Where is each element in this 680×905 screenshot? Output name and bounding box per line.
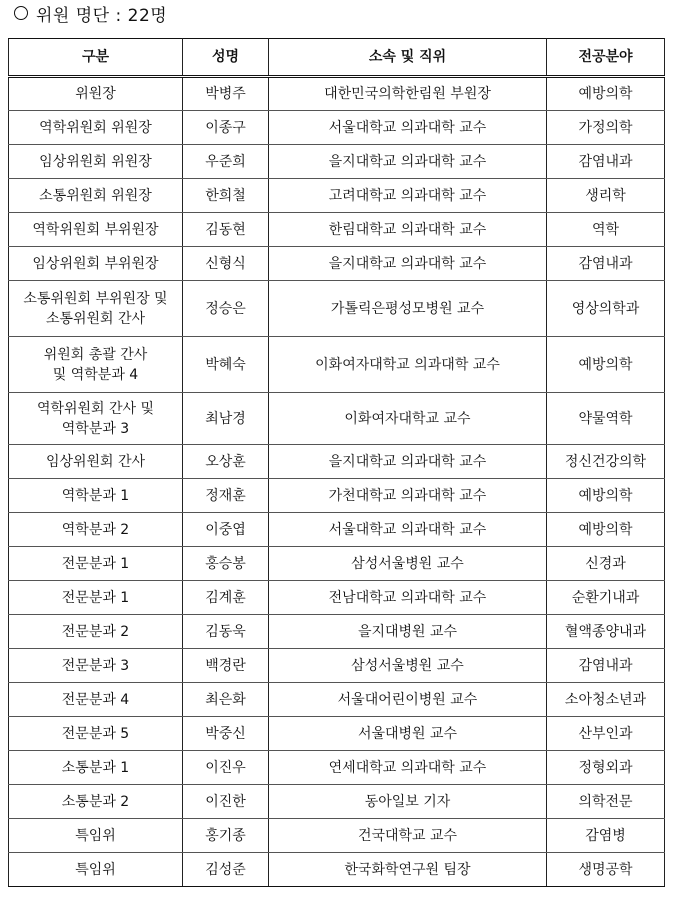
cell-category: 역학위원회 간사 및 역학분과 3 (9, 393, 183, 445)
cell-specialty: 산부인과 (547, 717, 665, 751)
cell-affiliation: 서울대학교 의과대학 교수 (269, 111, 547, 145)
cell-name: 홍승봉 (183, 547, 269, 581)
cell-specialty: 정신건강의학 (547, 445, 665, 479)
cell-category: 임상위원회 간사 (9, 445, 183, 479)
cell-affiliation: 서울대어린이병원 교수 (269, 683, 547, 717)
cell-category: 전문분과 1 (9, 547, 183, 581)
cell-category: 임상위원회 위원장 (9, 145, 183, 179)
cell-affiliation: 연세대학교 의과대학 교수 (269, 751, 547, 785)
table-row (9, 547, 665, 581)
cell-specialty: 감염내과 (547, 649, 665, 683)
cell-affiliation: 을지대학교 의과대학 교수 (269, 247, 547, 281)
cell-affiliation: 한림대학교 의과대학 교수 (269, 213, 547, 247)
cell-affiliation: 을지대학교 의과대학 교수 (269, 445, 547, 479)
cell-affiliation: 서울대학교 의과대학 교수 (269, 513, 547, 547)
cell-category: 전문분과 3 (9, 649, 183, 683)
header-category: 구분 (9, 39, 183, 77)
cell-specialty: 예방의학 (547, 77, 665, 111)
heading-text: 위원 명단 : 22명 (36, 5, 168, 26)
cell-specialty: 영상의학과 (547, 281, 665, 337)
cell-name: 박혜숙 (183, 337, 269, 393)
table-row (9, 513, 665, 547)
table-row (9, 77, 665, 111)
cell-name: 김성준 (183, 853, 269, 887)
table-row (9, 615, 665, 649)
cell-category: 위원회 총괄 간사 및 역학분과 4 (9, 337, 183, 393)
cell-category: 특임위 (9, 853, 183, 887)
cell-name: 최남경 (183, 393, 269, 445)
cell-name: 홍기종 (183, 819, 269, 853)
cell-affiliation: 대한민국의학한림원 부원장 (269, 77, 547, 111)
cell-name: 박병주 (183, 77, 269, 111)
cell-affiliation: 가톨릭은평성모병원 교수 (269, 281, 547, 337)
cell-category: 소통위원회 부위원장 및 소통위원회 간사 (9, 281, 183, 337)
table-row (9, 683, 665, 717)
table-row (9, 337, 665, 393)
table-row (9, 479, 665, 513)
cell-category: 전문분과 1 (9, 581, 183, 615)
table-row (9, 213, 665, 247)
cell-specialty: 정형외과 (547, 751, 665, 785)
table-row (9, 751, 665, 785)
cell-name: 김동욱 (183, 615, 269, 649)
table-body (9, 77, 665, 887)
cell-specialty: 신경과 (547, 547, 665, 581)
header-name: 성명 (183, 39, 269, 77)
cell-category: 전문분과 2 (9, 615, 183, 649)
cell-category: 소통분과 2 (9, 785, 183, 819)
cell-specialty: 약물역학 (547, 393, 665, 445)
table-row (9, 281, 665, 337)
cell-category: 역학위원회 부위원장 (9, 213, 183, 247)
cell-specialty: 예방의학 (547, 337, 665, 393)
table-row (9, 819, 665, 853)
cell-affiliation: 삼성서울병원 교수 (269, 547, 547, 581)
cell-name: 이종구 (183, 111, 269, 145)
cell-category: 위원장 (9, 77, 183, 111)
cell-specialty: 감염병 (547, 819, 665, 853)
circle-bullet-icon (14, 6, 28, 20)
cell-name: 정재훈 (183, 479, 269, 513)
cell-name: 김계훈 (183, 581, 269, 615)
cell-category: 소통위원회 위원장 (9, 179, 183, 213)
cell-category: 전문분과 4 (9, 683, 183, 717)
header-specialty: 전공분야 (547, 39, 665, 77)
cell-category: 임상위원회 부위원장 (9, 247, 183, 281)
cell-name: 우준희 (183, 145, 269, 179)
cell-specialty: 예방의학 (547, 513, 665, 547)
table-row (9, 445, 665, 479)
cell-name: 최은화 (183, 683, 269, 717)
cell-name: 정승은 (183, 281, 269, 337)
cell-category: 역학분과 1 (9, 479, 183, 513)
cell-affiliation: 삼성서울병원 교수 (269, 649, 547, 683)
cell-specialty: 역학 (547, 213, 665, 247)
table-row (9, 393, 665, 445)
cell-name: 이진우 (183, 751, 269, 785)
cell-category: 특임위 (9, 819, 183, 853)
table-row (9, 785, 665, 819)
cell-specialty: 의학전문 (547, 785, 665, 819)
cell-specialty: 감염내과 (547, 247, 665, 281)
cell-name: 오상훈 (183, 445, 269, 479)
cell-affiliation: 건국대학교 교수 (269, 819, 547, 853)
cell-affiliation: 이화여자대학교 의과대학 교수 (269, 337, 547, 393)
cell-name: 백경란 (183, 649, 269, 683)
cell-specialty: 가정의학 (547, 111, 665, 145)
table-row (9, 581, 665, 615)
cell-specialty: 생명공학 (547, 853, 665, 887)
cell-category: 소통분과 1 (9, 751, 183, 785)
cell-affiliation: 을지대학교 의과대학 교수 (269, 145, 547, 179)
section-heading (14, 0, 167, 26)
cell-name: 한희철 (183, 179, 269, 213)
cell-specialty: 감염내과 (547, 145, 665, 179)
committee-roster-table (8, 38, 665, 887)
table-row (9, 649, 665, 683)
table-header-row (9, 39, 665, 77)
table-row (9, 179, 665, 213)
cell-specialty: 생리학 (547, 179, 665, 213)
cell-specialty: 순환기내과 (547, 581, 665, 615)
cell-affiliation: 이화여자대학교 교수 (269, 393, 547, 445)
cell-specialty: 소아청소년과 (547, 683, 665, 717)
cell-name: 신형식 (183, 247, 269, 281)
cell-specialty: 예방의학 (547, 479, 665, 513)
table-row (9, 717, 665, 751)
table-row (9, 247, 665, 281)
cell-affiliation: 고려대학교 의과대학 교수 (269, 179, 547, 213)
header-affiliation: 소속 및 직위 (269, 39, 547, 77)
cell-affiliation: 가천대학교 의과대학 교수 (269, 479, 547, 513)
cell-affiliation: 동아일보 기자 (269, 785, 547, 819)
cell-category: 역학분과 2 (9, 513, 183, 547)
cell-name: 이진한 (183, 785, 269, 819)
cell-category: 역학위원회 위원장 (9, 111, 183, 145)
cell-affiliation: 한국화학연구원 팀장 (269, 853, 547, 887)
cell-name: 김동현 (183, 213, 269, 247)
table-row (9, 111, 665, 145)
cell-affiliation: 전남대학교 의과대학 교수 (269, 581, 547, 615)
cell-category: 전문분과 5 (9, 717, 183, 751)
table-row (9, 853, 665, 887)
cell-name: 박중신 (183, 717, 269, 751)
cell-affiliation: 을지대병원 교수 (269, 615, 547, 649)
cell-specialty: 혈액종양내과 (547, 615, 665, 649)
table-row (9, 145, 665, 179)
cell-name: 이중엽 (183, 513, 269, 547)
cell-affiliation: 서울대병원 교수 (269, 717, 547, 751)
